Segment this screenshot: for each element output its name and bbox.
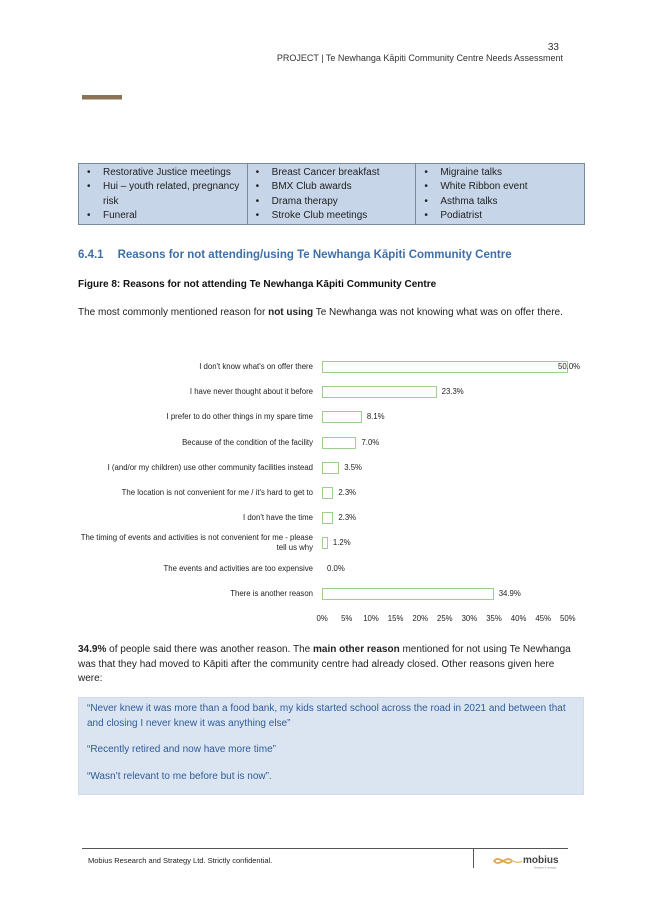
chart-bar bbox=[322, 437, 356, 449]
chart-axis-tick: 45% bbox=[535, 614, 551, 623]
chart-bar bbox=[322, 411, 362, 423]
logo-subtext: research & strategy bbox=[534, 866, 557, 870]
chart-value-label: 7.0% bbox=[361, 437, 380, 447]
chart-value-label: 50.0% bbox=[558, 362, 581, 371]
list-item: • Stroke Club meetings bbox=[252, 209, 412, 223]
quote-box bbox=[78, 697, 584, 795]
other-reason-bold: main other reason bbox=[312, 644, 400, 655]
chart-axis-tick: 50% bbox=[560, 614, 576, 623]
intro-bold: not using bbox=[268, 307, 314, 318]
other-reason-text: of people said there was another reason. The bbox=[106, 644, 313, 655]
intro-text: The most commonly mentioned reason for bbox=[78, 307, 269, 318]
chart-category-label: The location is not convenient for me / it's hard to get to bbox=[121, 488, 313, 497]
chart-category-label: I don't have the time bbox=[243, 513, 313, 523]
chart-value-label: 0.0% bbox=[327, 563, 345, 573]
list-item: • Restorative Justice meetings bbox=[83, 166, 243, 180]
chart-axis-tick: 35% bbox=[486, 614, 502, 623]
quote: “Wasn’t relevant to me before but is now”. bbox=[87, 770, 272, 782]
list-item: • Asthma talks bbox=[420, 195, 580, 209]
chart-bar bbox=[322, 361, 568, 373]
section-heading bbox=[78, 249, 512, 261]
section-title: Reasons for not attending/using Te Newhanga Kāpiti Community Centre bbox=[117, 249, 512, 261]
list-item: • Breast Cancer breakfast bbox=[252, 166, 412, 180]
list-item: • Funeral bbox=[83, 209, 243, 223]
chart-value-label: 2.3% bbox=[338, 488, 357, 497]
footer-divider-vertical bbox=[473, 848, 474, 868]
chart-bar bbox=[322, 386, 437, 398]
chart-value-label: 1.2% bbox=[332, 538, 351, 548]
chart-axis-tick: 40% bbox=[510, 614, 527, 623]
chart-axis-tick: 30% bbox=[461, 614, 478, 623]
other-reason-paragraph bbox=[78, 643, 578, 687]
intro-paragraph bbox=[78, 306, 578, 321]
chart-category-label: Because of the condition of the facility bbox=[182, 437, 313, 447]
figure-title: Figure 8: Reasons for not attending Te Newhanga Kāpiti Community Centre bbox=[78, 279, 437, 290]
chart-category-label: I don't know what's on offer there bbox=[199, 362, 313, 371]
running-header: PROJECT | Te Newhanga Kāpiti Community Centre Needs Assessment bbox=[276, 53, 563, 63]
quote: “Recently retired and now have more time” bbox=[87, 744, 276, 755]
other-reason-bold: 34.9% bbox=[78, 644, 107, 655]
chart-bar bbox=[322, 487, 333, 499]
chart-value-label: 8.1% bbox=[366, 412, 385, 422]
chart-value-label: 2.3% bbox=[338, 513, 357, 523]
chart-category-label: I (and/or my children) use other community facilities instead bbox=[107, 462, 313, 472]
list-item: • Hui – youth related, pregnancy risk bbox=[83, 180, 243, 209]
chart-axis-tick: 5% bbox=[341, 614, 353, 623]
chart-axis-tick: 10% bbox=[363, 614, 379, 623]
list-item: • Migraine talks bbox=[420, 166, 580, 180]
logo-text: mobius bbox=[523, 855, 559, 866]
other-reason-text: mentioned for not using Te Newhanga was that they had moved to Kāpiti after the community centre had already closed. Other reasons given here were: bbox=[78, 644, 571, 684]
list-item: • Drama therapy bbox=[252, 195, 412, 209]
chart-bar bbox=[322, 462, 339, 474]
events-column bbox=[416, 164, 585, 225]
chart-category-label: The events and activities are too expensive bbox=[163, 563, 313, 573]
quote: “Never knew it was more than a food bank, my kids started school across the road in 2021 and between that and closing I never knew it was anything else” bbox=[87, 703, 566, 729]
chart-value-label: 34.9% bbox=[498, 588, 521, 598]
events-table bbox=[78, 163, 585, 225]
section-number: 6.4.1 bbox=[78, 249, 104, 261]
chart-bar bbox=[322, 537, 328, 549]
chart-axis-tick: 20% bbox=[412, 614, 428, 623]
decorative-rule bbox=[82, 95, 122, 100]
list-item: • Podiatrist bbox=[420, 209, 580, 223]
list-item: • White Ribbon event bbox=[420, 180, 580, 194]
chart-category-label: I prefer to do other things in my spare time bbox=[166, 412, 313, 422]
chart-bar bbox=[322, 512, 333, 524]
intro-text: Te Newhanga was not knowing what was on offer there. bbox=[313, 307, 563, 318]
chart-category-label: I have never thought about it before bbox=[189, 387, 313, 397]
mobius-logo bbox=[492, 852, 572, 870]
chart-bar bbox=[322, 588, 494, 600]
events-column bbox=[79, 164, 248, 225]
chart-value-label: 23.3% bbox=[441, 387, 464, 397]
chart-axis-tick: 15% bbox=[387, 614, 404, 623]
chart-category-label: The timing of events and activities is not convenient for me - please tell us why bbox=[80, 533, 313, 553]
chart-category-label: There is another reason bbox=[230, 588, 313, 598]
footer-divider bbox=[82, 848, 568, 849]
page-number: 33 bbox=[547, 42, 559, 53]
footer-text: Mobius Research and Strategy Ltd. Strictly confidential. bbox=[88, 856, 273, 865]
list-item: • BMX Club awards bbox=[252, 180, 412, 194]
chart-axis-tick: 25% bbox=[437, 614, 453, 623]
events-column bbox=[247, 164, 416, 225]
chart-value-label: 3.5% bbox=[344, 462, 362, 472]
chart-axis-tick: 0% bbox=[316, 614, 328, 623]
